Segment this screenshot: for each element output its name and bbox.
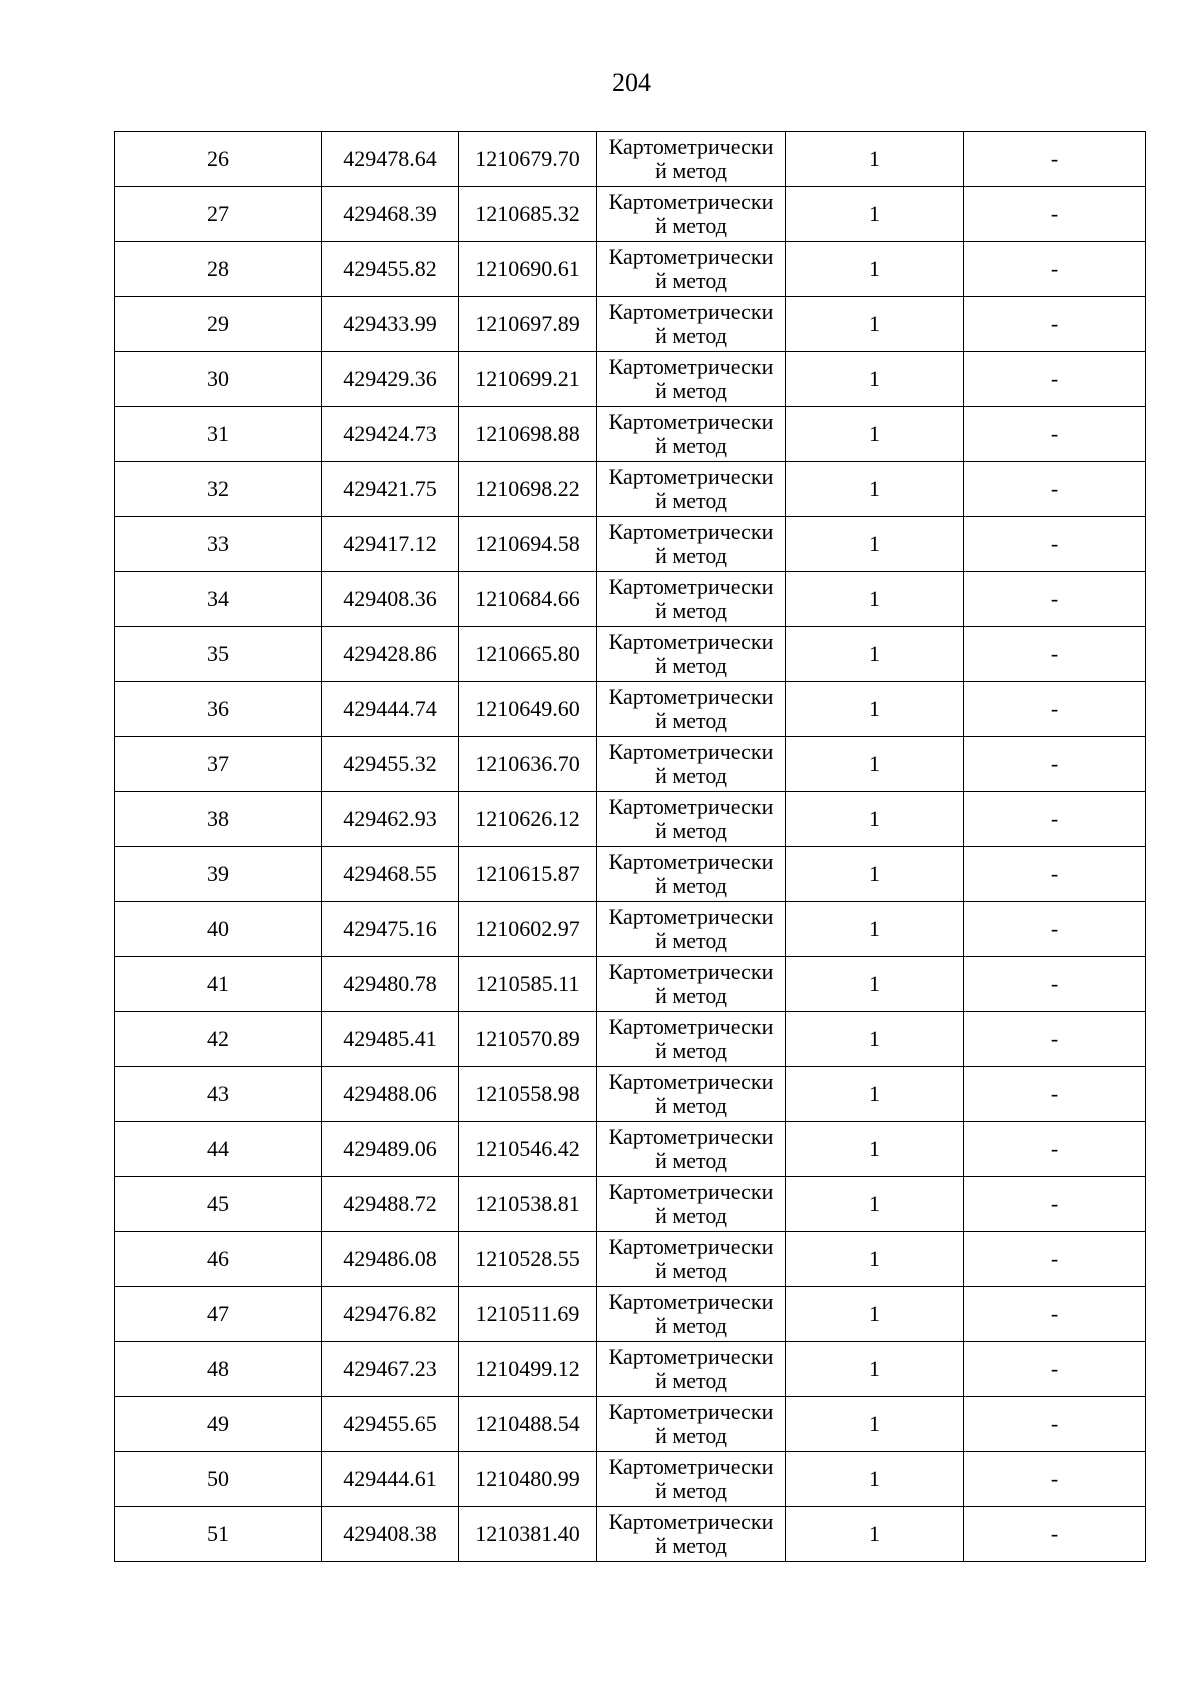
point-number-cell: 45 bbox=[115, 1177, 322, 1232]
x-coordinate-cell: 429468.39 bbox=[322, 187, 459, 242]
table-row bbox=[115, 187, 1146, 242]
point-number-cell: 48 bbox=[115, 1342, 322, 1397]
method-cell: Картометрически й метод bbox=[597, 517, 786, 572]
x-coordinate-cell: 429408.38 bbox=[322, 1507, 459, 1562]
accuracy-cell: 1 bbox=[786, 517, 964, 572]
y-coordinate-cell: 1210528.55 bbox=[459, 1232, 597, 1287]
accuracy-cell: 1 bbox=[786, 792, 964, 847]
accuracy-cell: 1 bbox=[786, 1452, 964, 1507]
table-row bbox=[115, 1232, 1146, 1287]
table-row bbox=[115, 297, 1146, 352]
point-number-cell: 38 bbox=[115, 792, 322, 847]
note-cell: - bbox=[964, 1122, 1146, 1177]
x-coordinate-cell: 429489.06 bbox=[322, 1122, 459, 1177]
x-coordinate-cell: 429444.61 bbox=[322, 1452, 459, 1507]
method-cell: Картометрически й метод bbox=[597, 1397, 786, 1452]
x-coordinate-cell: 429428.86 bbox=[322, 627, 459, 682]
table-row bbox=[115, 1177, 1146, 1232]
y-coordinate-cell: 1210684.66 bbox=[459, 572, 597, 627]
x-coordinate-cell: 429476.82 bbox=[322, 1287, 459, 1342]
table-row bbox=[115, 242, 1146, 297]
note-cell: - bbox=[964, 847, 1146, 902]
x-coordinate-cell: 429417.12 bbox=[322, 517, 459, 572]
method-cell: Картометрически й метод bbox=[597, 1452, 786, 1507]
y-coordinate-cell: 1210488.54 bbox=[459, 1397, 597, 1452]
y-coordinate-cell: 1210602.97 bbox=[459, 902, 597, 957]
note-cell: - bbox=[964, 242, 1146, 297]
x-coordinate-cell: 429424.73 bbox=[322, 407, 459, 462]
x-coordinate-cell: 429444.74 bbox=[322, 682, 459, 737]
x-coordinate-cell: 429455.82 bbox=[322, 242, 459, 297]
accuracy-cell: 1 bbox=[786, 1122, 964, 1177]
x-coordinate-cell: 429455.32 bbox=[322, 737, 459, 792]
y-coordinate-cell: 1210679.70 bbox=[459, 132, 597, 187]
note-cell: - bbox=[964, 1397, 1146, 1452]
page-number: 204 bbox=[612, 68, 651, 97]
point-number-cell: 41 bbox=[115, 957, 322, 1012]
table-row bbox=[115, 957, 1146, 1012]
y-coordinate-cell: 1210558.98 bbox=[459, 1067, 597, 1122]
accuracy-cell: 1 bbox=[786, 737, 964, 792]
y-coordinate-cell: 1210585.11 bbox=[459, 957, 597, 1012]
note-cell: - bbox=[964, 957, 1146, 1012]
note-cell: - bbox=[964, 407, 1146, 462]
accuracy-cell: 1 bbox=[786, 1067, 964, 1122]
x-coordinate-cell: 429486.08 bbox=[322, 1232, 459, 1287]
coordinates-table-body bbox=[115, 132, 1146, 1562]
method-cell: Картометрически й метод bbox=[597, 132, 786, 187]
point-number-cell: 51 bbox=[115, 1507, 322, 1562]
accuracy-cell: 1 bbox=[786, 572, 964, 627]
method-cell: Картометрически й метод bbox=[597, 1507, 786, 1562]
accuracy-cell: 1 bbox=[786, 682, 964, 737]
y-coordinate-cell: 1210381.40 bbox=[459, 1507, 597, 1562]
point-number-cell: 36 bbox=[115, 682, 322, 737]
method-cell: Картометрически й метод bbox=[597, 352, 786, 407]
accuracy-cell: 1 bbox=[786, 627, 964, 682]
accuracy-cell: 1 bbox=[786, 1287, 964, 1342]
y-coordinate-cell: 1210480.99 bbox=[459, 1452, 597, 1507]
point-number-cell: 37 bbox=[115, 737, 322, 792]
table-row bbox=[115, 132, 1146, 187]
table-row bbox=[115, 517, 1146, 572]
y-coordinate-cell: 1210636.70 bbox=[459, 737, 597, 792]
note-cell: - bbox=[964, 1067, 1146, 1122]
note-cell: - bbox=[964, 1177, 1146, 1232]
method-cell: Картометрически й метод bbox=[597, 1012, 786, 1067]
table-row bbox=[115, 1012, 1146, 1067]
point-number-cell: 31 bbox=[115, 407, 322, 462]
y-coordinate-cell: 1210690.61 bbox=[459, 242, 597, 297]
note-cell: - bbox=[964, 132, 1146, 187]
x-coordinate-cell: 429421.75 bbox=[322, 462, 459, 517]
x-coordinate-cell: 429480.78 bbox=[322, 957, 459, 1012]
point-number-cell: 26 bbox=[115, 132, 322, 187]
y-coordinate-cell: 1210615.87 bbox=[459, 847, 597, 902]
y-coordinate-cell: 1210698.22 bbox=[459, 462, 597, 517]
accuracy-cell: 1 bbox=[786, 352, 964, 407]
note-cell: - bbox=[964, 572, 1146, 627]
y-coordinate-cell: 1210699.21 bbox=[459, 352, 597, 407]
accuracy-cell: 1 bbox=[786, 187, 964, 242]
point-number-cell: 33 bbox=[115, 517, 322, 572]
y-coordinate-cell: 1210665.80 bbox=[459, 627, 597, 682]
table-row bbox=[115, 792, 1146, 847]
note-cell: - bbox=[964, 187, 1146, 242]
x-coordinate-cell: 429468.55 bbox=[322, 847, 459, 902]
note-cell: - bbox=[964, 737, 1146, 792]
point-number-cell: 47 bbox=[115, 1287, 322, 1342]
y-coordinate-cell: 1210570.89 bbox=[459, 1012, 597, 1067]
note-cell: - bbox=[964, 462, 1146, 517]
point-number-cell: 46 bbox=[115, 1232, 322, 1287]
method-cell: Картометрически й метод bbox=[597, 847, 786, 902]
method-cell: Картометрически й метод bbox=[597, 1177, 786, 1232]
accuracy-cell: 1 bbox=[786, 132, 964, 187]
note-cell: - bbox=[964, 352, 1146, 407]
method-cell: Картометрически й метод bbox=[597, 957, 786, 1012]
y-coordinate-cell: 1210499.12 bbox=[459, 1342, 597, 1397]
y-coordinate-cell: 1210649.60 bbox=[459, 682, 597, 737]
accuracy-cell: 1 bbox=[786, 242, 964, 297]
y-coordinate-cell: 1210697.89 bbox=[459, 297, 597, 352]
note-cell: - bbox=[964, 1232, 1146, 1287]
method-cell: Картометрически й метод bbox=[597, 1067, 786, 1122]
y-coordinate-cell: 1210546.42 bbox=[459, 1122, 597, 1177]
table-row bbox=[115, 352, 1146, 407]
table-row bbox=[115, 627, 1146, 682]
note-cell: - bbox=[964, 1287, 1146, 1342]
accuracy-cell: 1 bbox=[786, 847, 964, 902]
x-coordinate-cell: 429408.36 bbox=[322, 572, 459, 627]
point-number-cell: 29 bbox=[115, 297, 322, 352]
method-cell: Картометрически й метод bbox=[597, 1287, 786, 1342]
point-number-cell: 43 bbox=[115, 1067, 322, 1122]
point-number-cell: 27 bbox=[115, 187, 322, 242]
table-row bbox=[115, 1287, 1146, 1342]
method-cell: Картометрически й метод bbox=[597, 297, 786, 352]
table-row bbox=[115, 462, 1146, 517]
x-coordinate-cell: 429467.23 bbox=[322, 1342, 459, 1397]
x-coordinate-cell: 429488.72 bbox=[322, 1177, 459, 1232]
point-number-cell: 28 bbox=[115, 242, 322, 297]
x-coordinate-cell: 429475.16 bbox=[322, 902, 459, 957]
point-number-cell: 30 bbox=[115, 352, 322, 407]
table-row bbox=[115, 682, 1146, 737]
point-number-cell: 34 bbox=[115, 572, 322, 627]
method-cell: Картометрически й метод bbox=[597, 627, 786, 682]
method-cell: Картометрически й метод bbox=[597, 737, 786, 792]
method-cell: Картометрически й метод bbox=[597, 407, 786, 462]
note-cell: - bbox=[964, 682, 1146, 737]
point-number-cell: 44 bbox=[115, 1122, 322, 1177]
accuracy-cell: 1 bbox=[786, 1397, 964, 1452]
point-number-cell: 40 bbox=[115, 902, 322, 957]
note-cell: - bbox=[964, 792, 1146, 847]
accuracy-cell: 1 bbox=[786, 1342, 964, 1397]
point-number-cell: 50 bbox=[115, 1452, 322, 1507]
x-coordinate-cell: 429429.36 bbox=[322, 352, 459, 407]
x-coordinate-cell: 429455.65 bbox=[322, 1397, 459, 1452]
method-cell: Картометрически й метод bbox=[597, 462, 786, 517]
accuracy-cell: 1 bbox=[786, 1012, 964, 1067]
note-cell: - bbox=[964, 1342, 1146, 1397]
table-row bbox=[115, 1452, 1146, 1507]
note-cell: - bbox=[964, 1507, 1146, 1562]
note-cell: - bbox=[964, 627, 1146, 682]
y-coordinate-cell: 1210694.58 bbox=[459, 517, 597, 572]
table-row bbox=[115, 1507, 1146, 1562]
accuracy-cell: 1 bbox=[786, 462, 964, 517]
method-cell: Картометрически й метод bbox=[597, 682, 786, 737]
note-cell: - bbox=[964, 517, 1146, 572]
method-cell: Картометрически й метод bbox=[597, 572, 786, 627]
y-coordinate-cell: 1210511.69 bbox=[459, 1287, 597, 1342]
table-row bbox=[115, 1397, 1146, 1452]
point-number-cell: 32 bbox=[115, 462, 322, 517]
table-row bbox=[115, 572, 1146, 627]
table-row bbox=[115, 1342, 1146, 1397]
note-cell: - bbox=[964, 297, 1146, 352]
method-cell: Картометрически й метод bbox=[597, 1342, 786, 1397]
accuracy-cell: 1 bbox=[786, 1507, 964, 1562]
method-cell: Картометрически й метод bbox=[597, 1232, 786, 1287]
method-cell: Картометрически й метод bbox=[597, 792, 786, 847]
point-number-cell: 35 bbox=[115, 627, 322, 682]
coordinates-table bbox=[114, 131, 1146, 1562]
y-coordinate-cell: 1210685.32 bbox=[459, 187, 597, 242]
table-row bbox=[115, 737, 1146, 792]
method-cell: Картометрически й метод bbox=[597, 902, 786, 957]
table-row bbox=[115, 1122, 1146, 1177]
method-cell: Картометрически й метод bbox=[597, 1122, 786, 1177]
table-row bbox=[115, 1067, 1146, 1122]
method-cell: Картометрически й метод bbox=[597, 242, 786, 297]
x-coordinate-cell: 429433.99 bbox=[322, 297, 459, 352]
y-coordinate-cell: 1210538.81 bbox=[459, 1177, 597, 1232]
accuracy-cell: 1 bbox=[786, 297, 964, 352]
table-row bbox=[115, 407, 1146, 462]
accuracy-cell: 1 bbox=[786, 1177, 964, 1232]
y-coordinate-cell: 1210626.12 bbox=[459, 792, 597, 847]
x-coordinate-cell: 429478.64 bbox=[322, 132, 459, 187]
point-number-cell: 42 bbox=[115, 1012, 322, 1067]
method-cell: Картометрически й метод bbox=[597, 187, 786, 242]
y-coordinate-cell: 1210698.88 bbox=[459, 407, 597, 462]
x-coordinate-cell: 429462.93 bbox=[322, 792, 459, 847]
accuracy-cell: 1 bbox=[786, 1232, 964, 1287]
note-cell: - bbox=[964, 1012, 1146, 1067]
point-number-cell: 49 bbox=[115, 1397, 322, 1452]
accuracy-cell: 1 bbox=[786, 902, 964, 957]
x-coordinate-cell: 429488.06 bbox=[322, 1067, 459, 1122]
x-coordinate-cell: 429485.41 bbox=[322, 1012, 459, 1067]
accuracy-cell: 1 bbox=[786, 407, 964, 462]
note-cell: - bbox=[964, 1452, 1146, 1507]
point-number-cell: 39 bbox=[115, 847, 322, 902]
accuracy-cell: 1 bbox=[786, 957, 964, 1012]
table-row bbox=[115, 902, 1146, 957]
note-cell: - bbox=[964, 902, 1146, 957]
table-row bbox=[115, 847, 1146, 902]
